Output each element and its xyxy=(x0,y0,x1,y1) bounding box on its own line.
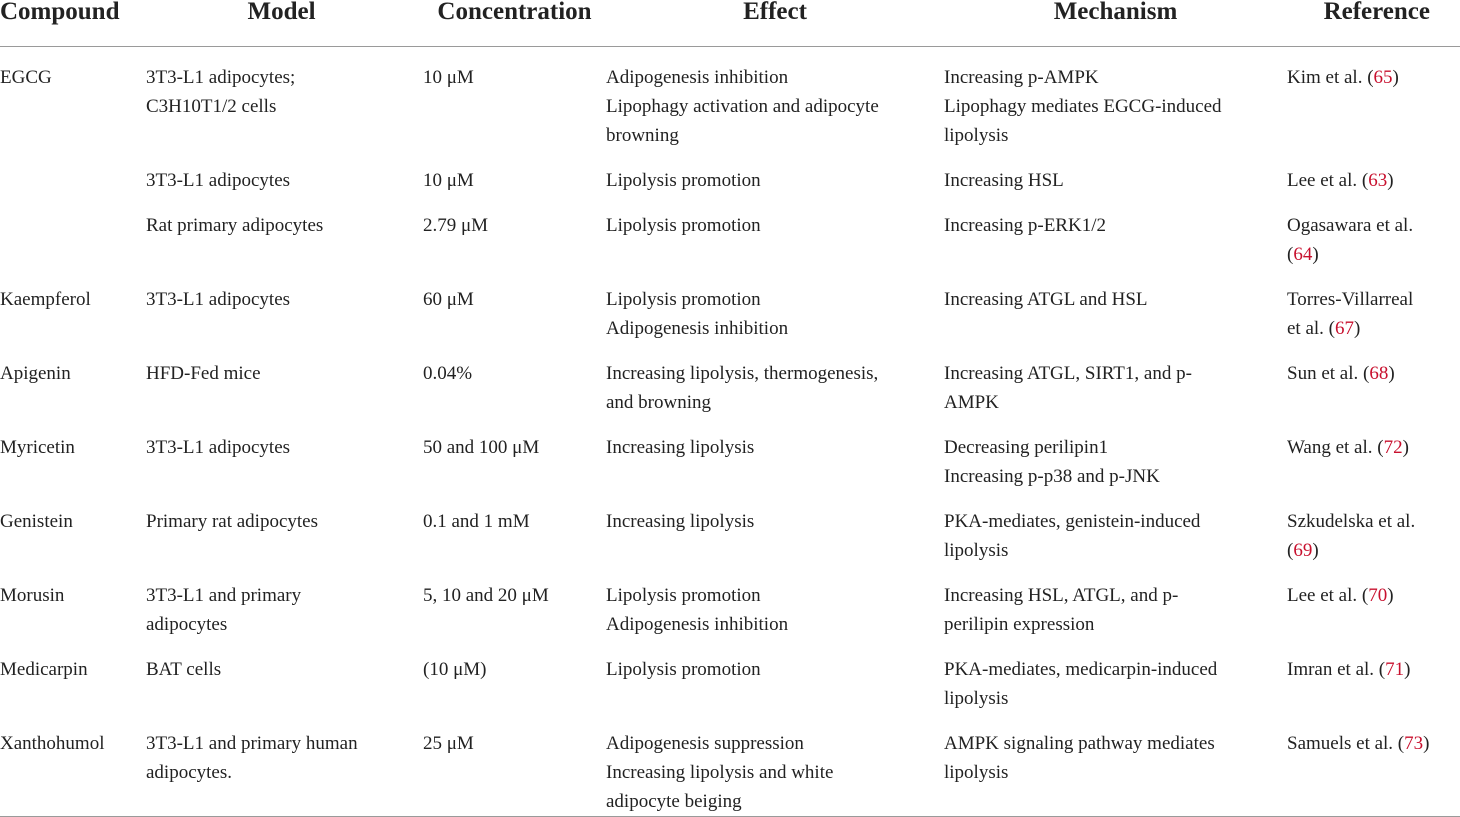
cell-compound-line: Apigenin xyxy=(0,363,71,384)
cell-concentration xyxy=(423,491,606,565)
reference-line xyxy=(1287,729,1460,758)
cell-effect-line: Adipogenesis inhibition xyxy=(606,318,789,339)
cell-mechanism-line: lipolysis xyxy=(944,540,1009,561)
cell-model xyxy=(140,150,423,195)
cell-concentration xyxy=(423,269,606,343)
reference-line xyxy=(1287,211,1460,240)
table-row xyxy=(0,565,1460,639)
cell-effect-line: Lipolysis promotion xyxy=(606,659,761,680)
cell-compound-line: Genistein xyxy=(0,511,73,532)
cell-model-line: 3T3-L1 adipocytes; xyxy=(146,67,296,88)
cell-effect-line: Increasing lipolysis, thermogenesis, xyxy=(606,363,879,384)
cell-effect-line: Increasing lipolysis xyxy=(606,511,755,532)
cell-reference xyxy=(1287,195,1460,269)
reference-authors: Lee et al. ( xyxy=(1287,170,1369,191)
reference-link[interactable]: 63 xyxy=(1368,170,1388,191)
cell-concentration xyxy=(423,639,606,713)
cell-concentration-line: 10 μM xyxy=(423,170,474,191)
cell-model-line: 3T3-L1 and primary xyxy=(146,585,302,606)
cell-concentration-line: 0.04% xyxy=(423,363,473,384)
cell-model xyxy=(140,47,423,151)
cell-compound xyxy=(0,565,140,639)
cell-mechanism xyxy=(944,269,1287,343)
cell-model xyxy=(140,713,423,817)
table-header xyxy=(0,0,1460,47)
cell-reference xyxy=(1287,417,1460,491)
reference-authors: Wang et al. ( xyxy=(1287,437,1384,458)
reference-link[interactable]: 64 xyxy=(1293,244,1313,265)
table-row xyxy=(0,47,1460,151)
cell-mechanism xyxy=(944,47,1287,151)
cell-concentration-line: 10 μM xyxy=(423,67,474,88)
reference-line xyxy=(1287,240,1460,269)
reference-line xyxy=(1287,314,1460,343)
reference-line xyxy=(1287,507,1460,536)
cell-model xyxy=(140,639,423,713)
cell-reference xyxy=(1287,565,1460,639)
reference-link[interactable]: 71 xyxy=(1385,659,1405,680)
cell-effect-line: Lipolysis promotion xyxy=(606,289,761,310)
cell-effect-line: Adipogenesis inhibition xyxy=(606,67,789,88)
cell-effect xyxy=(606,150,944,195)
cell-compound-line: EGCG xyxy=(0,67,52,88)
cell-effect xyxy=(606,639,944,713)
column-header-effect: Effect xyxy=(743,0,807,25)
reference-link[interactable]: 72 xyxy=(1383,437,1403,458)
cell-mechanism-line: Decreasing perilipin1 xyxy=(944,437,1109,458)
reference-authors: ( xyxy=(1287,540,1294,561)
cell-compound xyxy=(0,417,140,491)
cell-model-line: adipocytes. xyxy=(146,762,233,783)
reference-authors: Torres-Villarreal xyxy=(1287,289,1414,310)
cell-concentration-line: 0.1 and 1 mM xyxy=(423,511,530,532)
header-row xyxy=(0,0,1460,47)
cell-compound xyxy=(0,269,140,343)
table-row xyxy=(0,417,1460,491)
cell-effect-line: Adipogenesis suppression xyxy=(606,733,804,754)
cell-model xyxy=(140,343,423,417)
table-row xyxy=(0,639,1460,713)
cell-model-line: Primary rat adipocytes xyxy=(146,511,319,532)
cell-concentration-line: 2.79 μM xyxy=(423,215,489,236)
cell-reference xyxy=(1287,343,1460,417)
cell-model-line: 3T3-L1 adipocytes xyxy=(146,170,291,191)
cell-effect-line: Lipolysis promotion xyxy=(606,585,761,606)
cell-concentration-line: 60 μM xyxy=(423,289,474,310)
cell-effect-line: Lipolysis promotion xyxy=(606,215,761,236)
reference-line xyxy=(1287,285,1460,314)
cell-compound-line: Xanthohumol xyxy=(0,733,105,754)
cell-concentration-line: 5, 10 and 20 μM xyxy=(423,585,549,606)
cell-reference xyxy=(1287,491,1460,565)
cell-mechanism-line: Increasing p-p38 and p-JNK xyxy=(944,466,1160,487)
cell-mechanism-line: AMPK signaling pathway mediates xyxy=(944,733,1215,754)
reference-close-paren: ) xyxy=(1423,733,1430,754)
cell-effect-line: adipocyte beiging xyxy=(606,791,742,812)
reference-close-paren: ) xyxy=(1354,318,1361,339)
table-row xyxy=(0,713,1460,817)
cell-model xyxy=(140,269,423,343)
reference-close-paren: ) xyxy=(1312,244,1319,265)
cell-compound-line: Medicarpin xyxy=(0,659,88,680)
column-header-concentration: Concentration xyxy=(437,0,592,25)
reference-close-paren: ) xyxy=(1392,67,1399,88)
cell-mechanism xyxy=(944,195,1287,269)
reference-close-paren: ) xyxy=(1387,170,1394,191)
cell-concentration-line: 25 μM xyxy=(423,733,474,754)
reference-authors: Lee et al. ( xyxy=(1287,585,1369,606)
table-row xyxy=(0,195,1460,269)
cell-concentration xyxy=(423,417,606,491)
cell-effect xyxy=(606,491,944,565)
reference-line xyxy=(1287,166,1460,195)
cell-mechanism-line: Increasing p-ERK1/2 xyxy=(944,215,1106,236)
column-header-reference: Reference xyxy=(1323,0,1430,25)
cell-compound-line: Morusin xyxy=(0,585,65,606)
reference-authors: ( xyxy=(1287,244,1294,265)
cell-concentration xyxy=(423,150,606,195)
column-header-model: Model xyxy=(247,0,316,25)
table-row xyxy=(0,150,1460,195)
cell-model-line: C3H10T1/2 cells xyxy=(146,96,277,117)
cell-concentration-line: 50 and 100 μM xyxy=(423,437,540,458)
reference-authors: et al. ( xyxy=(1287,318,1336,339)
cell-compound xyxy=(0,713,140,817)
cell-compound xyxy=(0,491,140,565)
reference-line xyxy=(1287,581,1460,610)
cell-model-line: Rat primary adipocytes xyxy=(146,215,324,236)
cell-mechanism-line: Lipophagy mediates EGCG-induced xyxy=(944,96,1222,117)
column-header-compound: Compound xyxy=(0,0,120,25)
cell-effect-line: Increasing lipolysis xyxy=(606,437,755,458)
cell-model-line: 3T3-L1 adipocytes xyxy=(146,289,291,310)
cell-mechanism-line: lipolysis xyxy=(944,762,1009,783)
cell-effect-line: and browning xyxy=(606,392,712,413)
cell-concentration-line: (10 μM) xyxy=(423,659,487,680)
reference-authors: Kim et al. ( xyxy=(1287,67,1374,88)
reference-close-paren: ) xyxy=(1388,363,1395,384)
cell-mechanism-line: Increasing ATGL and HSL xyxy=(944,289,1148,310)
cell-compound xyxy=(0,47,140,151)
reference-authors: Imran et al. ( xyxy=(1287,659,1386,680)
reference-link[interactable]: 73 xyxy=(1404,733,1424,754)
reference-line xyxy=(1287,536,1460,565)
reference-line xyxy=(1287,655,1460,684)
cell-reference xyxy=(1287,639,1460,713)
cell-reference xyxy=(1287,150,1460,195)
cell-model-line: 3T3-L1 and primary human xyxy=(146,733,358,754)
cell-effect-line: Increasing lipolysis and white xyxy=(606,762,834,783)
cell-effect xyxy=(606,343,944,417)
cell-model-line: BAT cells xyxy=(146,659,222,680)
reference-close-paren: ) xyxy=(1404,659,1411,680)
cell-mechanism-line: Increasing HSL xyxy=(944,170,1064,191)
reference-link[interactable]: 67 xyxy=(1335,318,1355,339)
cell-mechanism-line: AMPK xyxy=(944,392,999,413)
cell-mechanism xyxy=(944,713,1287,817)
cell-effect-line: browning xyxy=(606,125,679,146)
cell-mechanism xyxy=(944,491,1287,565)
reference-line xyxy=(1287,359,1460,388)
cell-concentration xyxy=(423,565,606,639)
cell-model-line: 3T3-L1 adipocytes xyxy=(146,437,291,458)
reference-link[interactable]: 70 xyxy=(1368,585,1388,606)
reference-link[interactable]: 65 xyxy=(1373,67,1393,88)
cell-effect xyxy=(606,195,944,269)
reference-line xyxy=(1287,63,1460,92)
cell-effect xyxy=(606,47,944,151)
cell-compound xyxy=(0,150,140,195)
reference-close-paren: ) xyxy=(1312,540,1319,561)
cell-concentration xyxy=(423,195,606,269)
cell-reference xyxy=(1287,47,1460,151)
cell-mechanism-line: Increasing ATGL, SIRT1, and p- xyxy=(944,363,1192,384)
cell-concentration xyxy=(423,343,606,417)
cell-effect-line: Lipophagy activation and adipocyte xyxy=(606,96,879,117)
reference-close-paren: ) xyxy=(1402,437,1409,458)
cell-mechanism-line: PKA-mediates, genistein-induced xyxy=(944,511,1201,532)
reference-authors: Samuels et al. ( xyxy=(1287,733,1405,754)
cell-model xyxy=(140,491,423,565)
cell-effect xyxy=(606,417,944,491)
cell-effect xyxy=(606,565,944,639)
cell-mechanism-line: lipolysis xyxy=(944,688,1009,709)
cell-mechanism xyxy=(944,343,1287,417)
cell-mechanism xyxy=(944,150,1287,195)
reference-close-paren: ) xyxy=(1387,585,1394,606)
cell-model-line: adipocytes xyxy=(146,614,228,635)
cell-mechanism-line: Increasing HSL, ATGL, and p- xyxy=(944,585,1179,606)
reference-link[interactable]: 69 xyxy=(1293,540,1313,561)
cell-mechanism-line: PKA-mediates, medicarpin-induced xyxy=(944,659,1218,680)
cell-mechanism xyxy=(944,639,1287,713)
reference-link[interactable]: 68 xyxy=(1369,363,1389,384)
cell-compound xyxy=(0,343,140,417)
reference-line xyxy=(1287,433,1460,462)
table-body xyxy=(0,47,1460,817)
cell-compound-line: Kaempferol xyxy=(0,289,91,310)
table-row xyxy=(0,269,1460,343)
cell-mechanism-line: Increasing p-AMPK xyxy=(944,67,1099,88)
cell-compound xyxy=(0,639,140,713)
reference-authors: Szkudelska et al. xyxy=(1287,511,1416,532)
reference-authors: Ogasawara et al. xyxy=(1287,215,1414,236)
cell-mechanism-line: perilipin expression xyxy=(944,614,1095,635)
cell-compound-line: Myricetin xyxy=(0,437,75,458)
cell-effect-line: Lipolysis promotion xyxy=(606,170,761,191)
cell-model-line: HFD-Fed mice xyxy=(146,363,261,384)
cell-concentration xyxy=(423,713,606,817)
cell-reference xyxy=(1287,269,1460,343)
cell-model xyxy=(140,417,423,491)
cell-model xyxy=(140,195,423,269)
table-row xyxy=(0,491,1460,565)
reference-authors: Sun et al. ( xyxy=(1287,363,1370,384)
cell-model xyxy=(140,565,423,639)
column-header-mechanism: Mechanism xyxy=(1053,0,1178,25)
cell-effect xyxy=(606,269,944,343)
cell-mechanism-line: lipolysis xyxy=(944,125,1009,146)
cell-reference xyxy=(1287,713,1460,817)
cell-compound xyxy=(0,195,140,269)
cell-mechanism xyxy=(944,417,1287,491)
cell-effect-line: Adipogenesis inhibition xyxy=(606,614,789,635)
cell-concentration xyxy=(423,47,606,151)
cell-mechanism xyxy=(944,565,1287,639)
cell-effect xyxy=(606,713,944,817)
table-row xyxy=(0,343,1460,417)
